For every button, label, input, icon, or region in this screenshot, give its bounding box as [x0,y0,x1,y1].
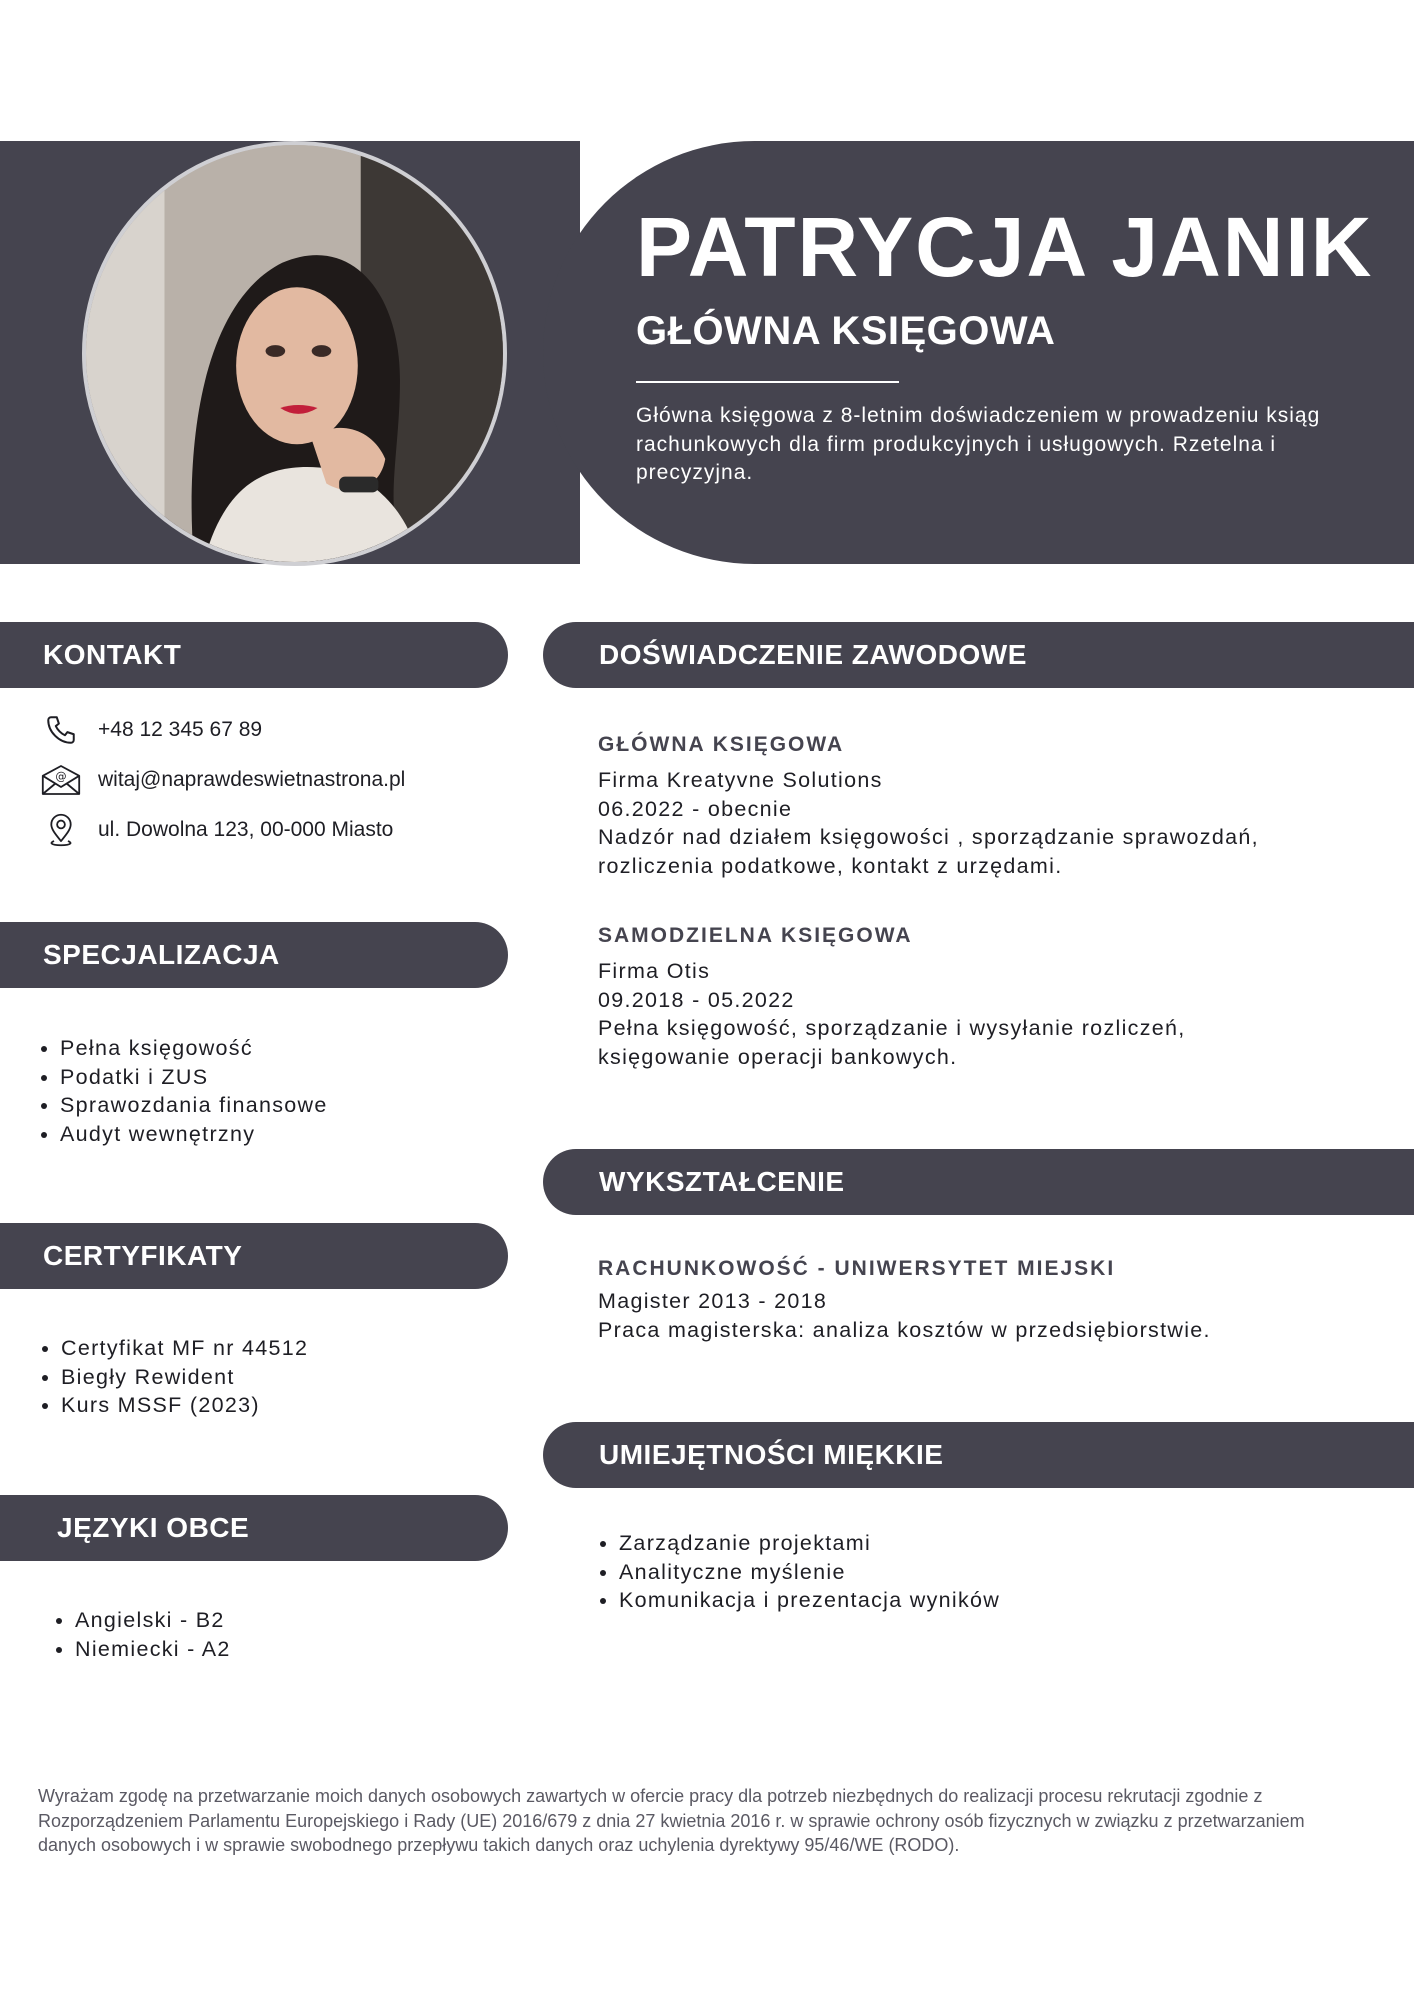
contact-email-value[interactable]: witaj@naprawdeswietnastrona.pl [98,768,406,791]
phone-icon [40,712,82,748]
section-header-education: WYKSZTAŁCENIE [543,1149,1414,1215]
section-header-certificates: CERTYFIKATY [0,1223,508,1289]
job-details [598,766,1358,880]
contact-address-value: ul. Dowolna 123, 00-000 Miasto [98,818,394,841]
list-item: • Analityczne myślenie [619,1558,1000,1587]
profile-photo [82,141,507,566]
job-company: Firma Otis [598,959,711,983]
gdpr-consent-clause: Wyrażam zgodę na przetwarzanie moich danych osobowych zawartych w ofercie pracy dla potrzeb niezbędnych do realizacji procesu rekrutacji zgodnie z Rozporządzeniem Parlamentu Europejskiego i Rady (UE) 2016/679 z dnia 27 kwietnia 2016 r. w sprawie ochrony osób fizycznych w związku z przetwarzaniem danych osobowych i w sprawie swobodnego przepływu takich danych oraz uchylenia dyrektywy 95/46/WE (RODO). [38,1786,1305,1855]
section-header-experience: DOŚWIADCZENIE ZAWODOWE [543,622,1414,688]
job-description: Pełna księgowość, sporządzanie i wysyłanie rozliczeń, [598,1016,1186,1040]
list-item: • Pełna księgowość [60,1034,328,1063]
location-pin-icon [40,812,82,848]
job-title: SAMODZIELNA KSIĘGOWA [598,924,913,947]
profile-summary: Główna księgowa z 8-letnim doświadczeniem w prowadzeniu ksiąg rachunkowych dla firm produkcyjnych i usługowych. Rzetelna i precyzyjna. [636,404,1321,484]
list-item: • Zarządzanie projektami [619,1529,1000,1558]
section-header-languages: JĘZYKI OBCE [0,1495,508,1561]
section-header-specialization: SPECJALIZACJA [0,922,508,988]
list-item: • Angielski - B2 [75,1606,231,1635]
education-title: RACHUNKOWOŚĆ - UNIWERSYTET MIEJSKI [598,1257,1116,1280]
email-icon [40,762,82,798]
job-title: GŁÓWNA KSIĘGOWA [598,733,845,756]
education-thesis: Praca magisterska: analiza kosztów w przedsiębiorstwie. [598,1317,1211,1342]
contact-email [40,762,405,798]
certificates-list [35,1334,308,1420]
section-header-contact: KONTAKT [0,622,508,688]
specialization-list [34,1034,328,1148]
job-company: Firma Kreatyvne Solutions [598,768,883,792]
job-description: księgowanie operacji bankowych. [598,1044,958,1069]
contact-phone [40,712,262,748]
candidate-role: GŁÓWNA KSIĘGOWA [636,309,1056,353]
header-divider [636,381,899,383]
job-period: 06.2022 - obecnie [598,796,793,821]
svg-text:@: @ [55,770,67,783]
education-details [598,1287,1358,1344]
list-item: • Podatki i ZUS [60,1063,328,1092]
list-item: • Sprawozdania finansowe [60,1091,328,1120]
soft-skills-list [593,1529,1000,1615]
list-item: • Certyfikat MF nr 44512 [61,1334,308,1363]
list-item: • Kurs MSSF (2023) [61,1391,308,1420]
job-details [598,957,1358,1071]
job-period: 09.2018 - 05.2022 [598,987,795,1012]
section-header-soft-skills: UMIEJĘTNOŚCI MIĘKKIE [543,1422,1414,1488]
education-degree: Magister 2013 - 2018 [598,1289,828,1313]
candidate-name: PATRYCJA JANIK [636,200,1374,294]
contact-address [40,812,393,848]
job-description: Nadzór nad działem księgowości , sporządzanie sprawozdań, [598,825,1259,849]
list-item: • Audyt wewnętrzny [60,1120,328,1149]
job-description: rozliczenia podatkowe, kontakt z urzędami. [598,853,1063,878]
languages-list [49,1606,231,1663]
contact-phone-value[interactable]: +48 12 345 67 89 [98,718,263,741]
list-item: • Biegły Rewident [61,1363,308,1392]
list-item: • Niemiecki - A2 [75,1635,231,1664]
list-item: • Komunikacja i prezentacja wyników [619,1586,1000,1615]
